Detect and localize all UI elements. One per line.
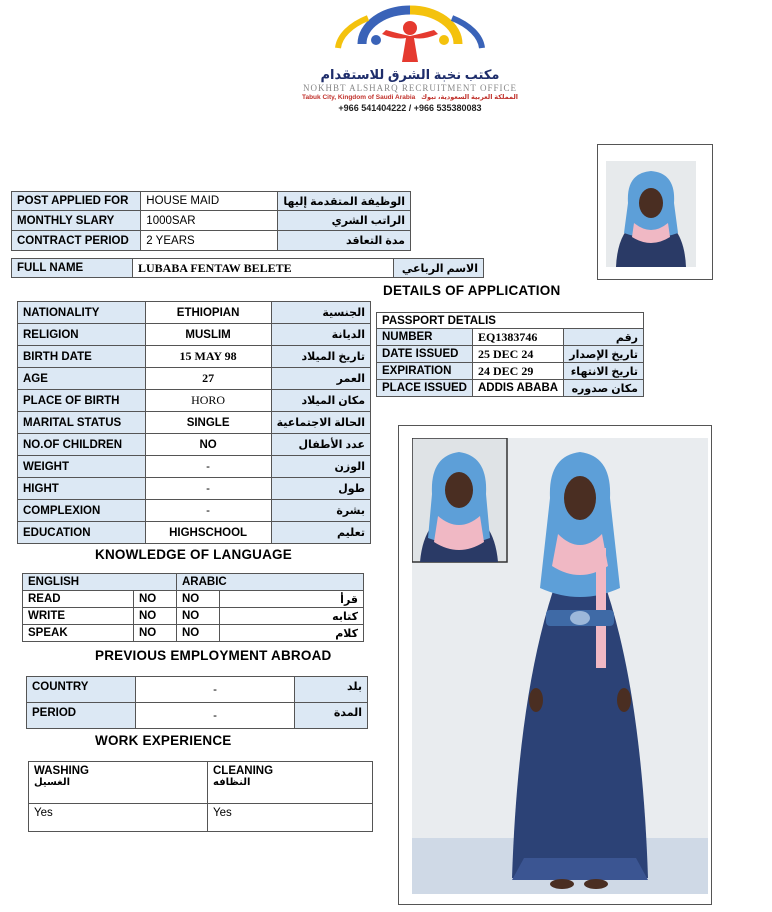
place-issued-arabic: مكان صدوره — [564, 380, 644, 397]
date-issued-label: DATE ISSUED — [377, 346, 473, 363]
job-info-table — [11, 191, 411, 251]
height-value: - — [145, 478, 271, 500]
read-english-level: NO — [134, 591, 177, 608]
portrait-image — [606, 161, 696, 267]
post-applied-arabic: الوظيفة المتقدمة إليها — [278, 192, 411, 211]
country-label: COUNTRY — [27, 677, 136, 703]
passport-title: PASSPORT DETALIS — [377, 313, 644, 329]
place-issued-value: ADDIS ABABA — [473, 380, 564, 397]
place-of-birth-value: HORO — [145, 390, 271, 412]
applicant-full-body-photo — [398, 425, 712, 905]
weight-label: WEIGHT — [18, 456, 146, 478]
full-body-image — [412, 438, 708, 894]
personal-details-table — [17, 301, 371, 544]
expiration-arabic: تاريخ الانتهاء — [564, 363, 644, 380]
full-name-arabic: الاسم الرباعي — [394, 259, 484, 278]
weight-arabic: الوزن — [271, 456, 370, 478]
employment-table — [26, 676, 368, 729]
education-value: HIGHSCHOOL — [145, 522, 271, 544]
language-heading: KNOWLEDGE OF LANGUAGE — [95, 547, 292, 562]
height-arabic: طول — [271, 478, 370, 500]
full-name-label: FULL NAME — [12, 259, 133, 278]
contract-period-arabic: مدة التعاقد — [278, 231, 411, 251]
birth-date-label: BIRTH DATE — [18, 346, 146, 368]
marital-status-arabic: الحالة الاجتماعية — [271, 412, 370, 434]
agency-arabic-name: مكتب نخبة الشرق للاستقدام — [320, 67, 500, 82]
height-label: HIGHT — [18, 478, 146, 500]
applicant-portrait-photo — [597, 144, 713, 280]
experience-heading: WORK EXPERIENCE — [95, 733, 232, 748]
washing-label: WASHING — [34, 765, 89, 777]
birth-date-arabic: تاريخ الميلاد — [271, 346, 370, 368]
write-english-level: NO — [134, 608, 177, 625]
passport-number-arabic: رقم — [564, 329, 644, 346]
contract-period-value: 2 YEARS — [141, 231, 278, 251]
details-heading: DETAILS OF APPLICATION — [383, 283, 561, 298]
marital-status-value: SINGLE — [145, 412, 271, 434]
nationality-arabic: الجنسية — [271, 302, 370, 324]
read-arabic-level: NO — [177, 591, 220, 608]
expiration-label: EXPIRATION — [377, 363, 473, 380]
complexion-value: - — [145, 500, 271, 522]
post-applied-value: HOUSE MAID — [141, 192, 278, 211]
washing-arabic: الغسيل — [34, 777, 71, 788]
read-arabic: قرأ — [220, 591, 364, 608]
work-experience-table — [28, 761, 373, 832]
weight-value: - — [145, 456, 271, 478]
monthly-salary-label: MONTHLY SLARY — [12, 211, 141, 231]
period-label: PERIOD — [27, 703, 136, 729]
nationality-label: NATIONALITY — [18, 302, 146, 324]
education-label: EDUCATION — [18, 522, 146, 544]
country-value: - — [136, 677, 295, 703]
education-arabic: تعليم — [271, 522, 370, 544]
passport-number-label: NUMBER — [377, 329, 473, 346]
employment-heading: PREVIOUS EMPLOYMENT ABROAD — [95, 648, 332, 663]
age-label: AGE — [18, 368, 146, 390]
place-issued-label: PLACE ISSUED — [377, 380, 473, 397]
washing-value: Yes — [29, 804, 208, 832]
age-arabic: العمر — [271, 368, 370, 390]
period-value: - — [136, 703, 295, 729]
speak-arabic-level: NO — [177, 625, 220, 642]
date-issued-value: 25 DEC 24 — [473, 346, 564, 363]
birth-date-value: 15 MAY 98 — [145, 346, 271, 368]
read-label: READ — [23, 591, 134, 608]
passport-details-table — [376, 312, 644, 397]
cleaning-label: CLEANING — [213, 765, 274, 777]
age-value: 27 — [145, 368, 271, 390]
cleaning-arabic: النظافه — [213, 777, 251, 788]
contract-period-label: CONTRACT PERIOD — [12, 231, 141, 251]
write-arabic-level: NO — [177, 608, 220, 625]
full-name-table — [11, 258, 484, 278]
country-arabic: بلد — [295, 677, 368, 703]
agency-logo — [250, 4, 570, 116]
speak-arabic: كلام — [220, 625, 364, 642]
post-applied-label: POST APPLIED FOR — [12, 192, 141, 211]
nationality-value: ETHIOPIAN — [145, 302, 271, 324]
address-arabic: المملكة العربية السعودية، تبوك — [421, 94, 519, 101]
speak-label: SPEAK — [23, 625, 134, 642]
passport-number-value: EQ1383746 — [473, 329, 564, 346]
religion-arabic: الديانة — [271, 324, 370, 346]
expiration-value: 24 DEC 29 — [473, 363, 564, 380]
agency-english-name: NOKHBT ALSHARQ RECRUITMENT OFFICE — [303, 83, 517, 93]
full-name-value: LUBABA FENTAW BELETE — [133, 259, 394, 278]
marital-status-label: MARITAL STATUS — [18, 412, 146, 434]
monthly-salary-arabic: الراتب الشري — [278, 211, 411, 231]
write-arabic: كتابه — [220, 608, 364, 625]
date-issued-arabic: تاريخ الإصدار — [564, 346, 644, 363]
children-arabic: عدد الأطفال — [271, 434, 370, 456]
speak-english-level: NO — [134, 625, 177, 642]
agency-address — [250, 93, 570, 101]
monthly-salary-value: 1000SAR — [141, 211, 278, 231]
complexion-arabic: بشرة — [271, 500, 370, 522]
write-label: WRITE — [23, 608, 134, 625]
arabic-column-header: ARABIC — [177, 574, 364, 591]
cleaning-value: Yes — [208, 804, 373, 832]
agency-phones: +966 541404222 / +966 535380083 — [338, 103, 482, 113]
washing-cell — [29, 762, 208, 804]
children-label: NO.OF CHILDREN — [18, 434, 146, 456]
address-english: Tabuk City, Kingdom of Saudi Arabia — [301, 94, 416, 101]
place-of-birth-arabic: مكان الميلاد — [271, 390, 370, 412]
english-column-header: ENGLISH — [23, 574, 177, 591]
language-table — [22, 573, 364, 642]
children-value: NO — [145, 434, 271, 456]
complexion-label: COMPLEXION — [18, 500, 146, 522]
place-of-birth-label: PLACE OF BIRTH — [18, 390, 146, 412]
period-arabic: المدة — [295, 703, 368, 729]
religion-label: RELIGION — [18, 324, 146, 346]
cleaning-cell — [208, 762, 373, 804]
religion-value: MUSLIM — [145, 324, 271, 346]
